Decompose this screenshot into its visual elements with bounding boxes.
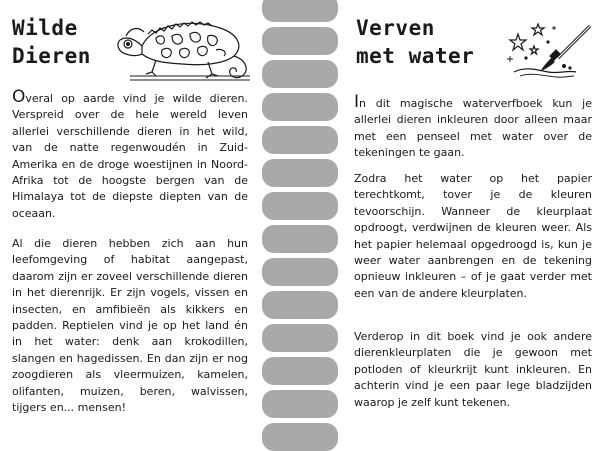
left-paragraph-2: Al die dieren hebben zich aan hun leefomgeving of habitat aangepast, daarom zijn er zoveel verschillende dieren in het dierenrijk. Er zijn vogels, vissen en insecten, en amfibieën als kikkers en padden. Reptielen vind je op het land én in het water: denk aan krokodillen, slangen en hagedissen. En dan zijn er nog zoogdieren als vleermuizen, kamelen, olifanten, muizen, beren, walvissen, tijgers en... mensen! [12,237,248,415]
chameleon-icon [112,6,252,86]
left-page [0,0,258,441]
right-page [342,0,600,441]
right-paragraph-1-text: n dit magische waterverfboek kun je allerlei dieren inkleuren door alleen maar met een penseel met water over de tekeningen te gaan. [354,97,592,160]
left-paragraph-1-text: veral op aarde vind je wilde dieren. Verspreid over de hele wereld leven allerlei verschillende dieren in het wild, van de natte regenwoudén in Zuid-Amerika en de droge woestijnen in Noord-Afrika tot de hoogste bergen van de Himalaya tot de diepste diepten van de oceaan. [12,92,248,220]
right-title-line2: met water [356,44,475,68]
spine-tab [262,324,338,352]
right-title-line1: Verven [356,16,435,40]
spine-tab [262,126,338,154]
spine-tab [262,291,338,319]
spine-tab [262,357,338,385]
spine-tab [262,192,338,220]
spine-tab [262,60,338,88]
left-page-title [12,14,91,70]
left-drop-cap: O [12,87,26,107]
spine-tab [262,27,338,55]
right-paragraph-1 [354,92,592,162]
spine-tab [262,225,338,253]
spine-tab [262,258,338,286]
spine-tab [262,423,338,451]
spine-tab [262,159,338,187]
spine-tab [262,390,338,418]
right-drop-cap: I [354,92,360,112]
right-paragraph-2: Zodra het water op het papier terechtkomt, tover je de kleuren tevoorschijn. Wanneer de kleurplaat opdroogt, verdwijnen de kleuren weer. Als het papier helemaal opgedroogd is, kun je weer water aanbrengen en de tekening opnieuw inkleuren – of je gaat verder met een van de andere kleurplaten. [354,172,592,300]
left-title-line1: Wilde [12,16,78,40]
right-page-title [356,14,474,70]
spine-tab [262,0,338,22]
left-title-line2: Dieren [12,44,91,68]
right-paragraph-3: Verderop in dit boek vind je ook andere dierenkleurplaten die je gewoon met potloden of kleurkrijt kunt inkleuren. En achterin vind je een paar lege bladzijden waarop je zelf kunt tekenen. [354,330,592,409]
book-spine [258,0,342,441]
left-paragraph-1 [12,87,248,222]
paintbrush-stars-icon [504,20,594,82]
spine-tab [262,93,338,121]
